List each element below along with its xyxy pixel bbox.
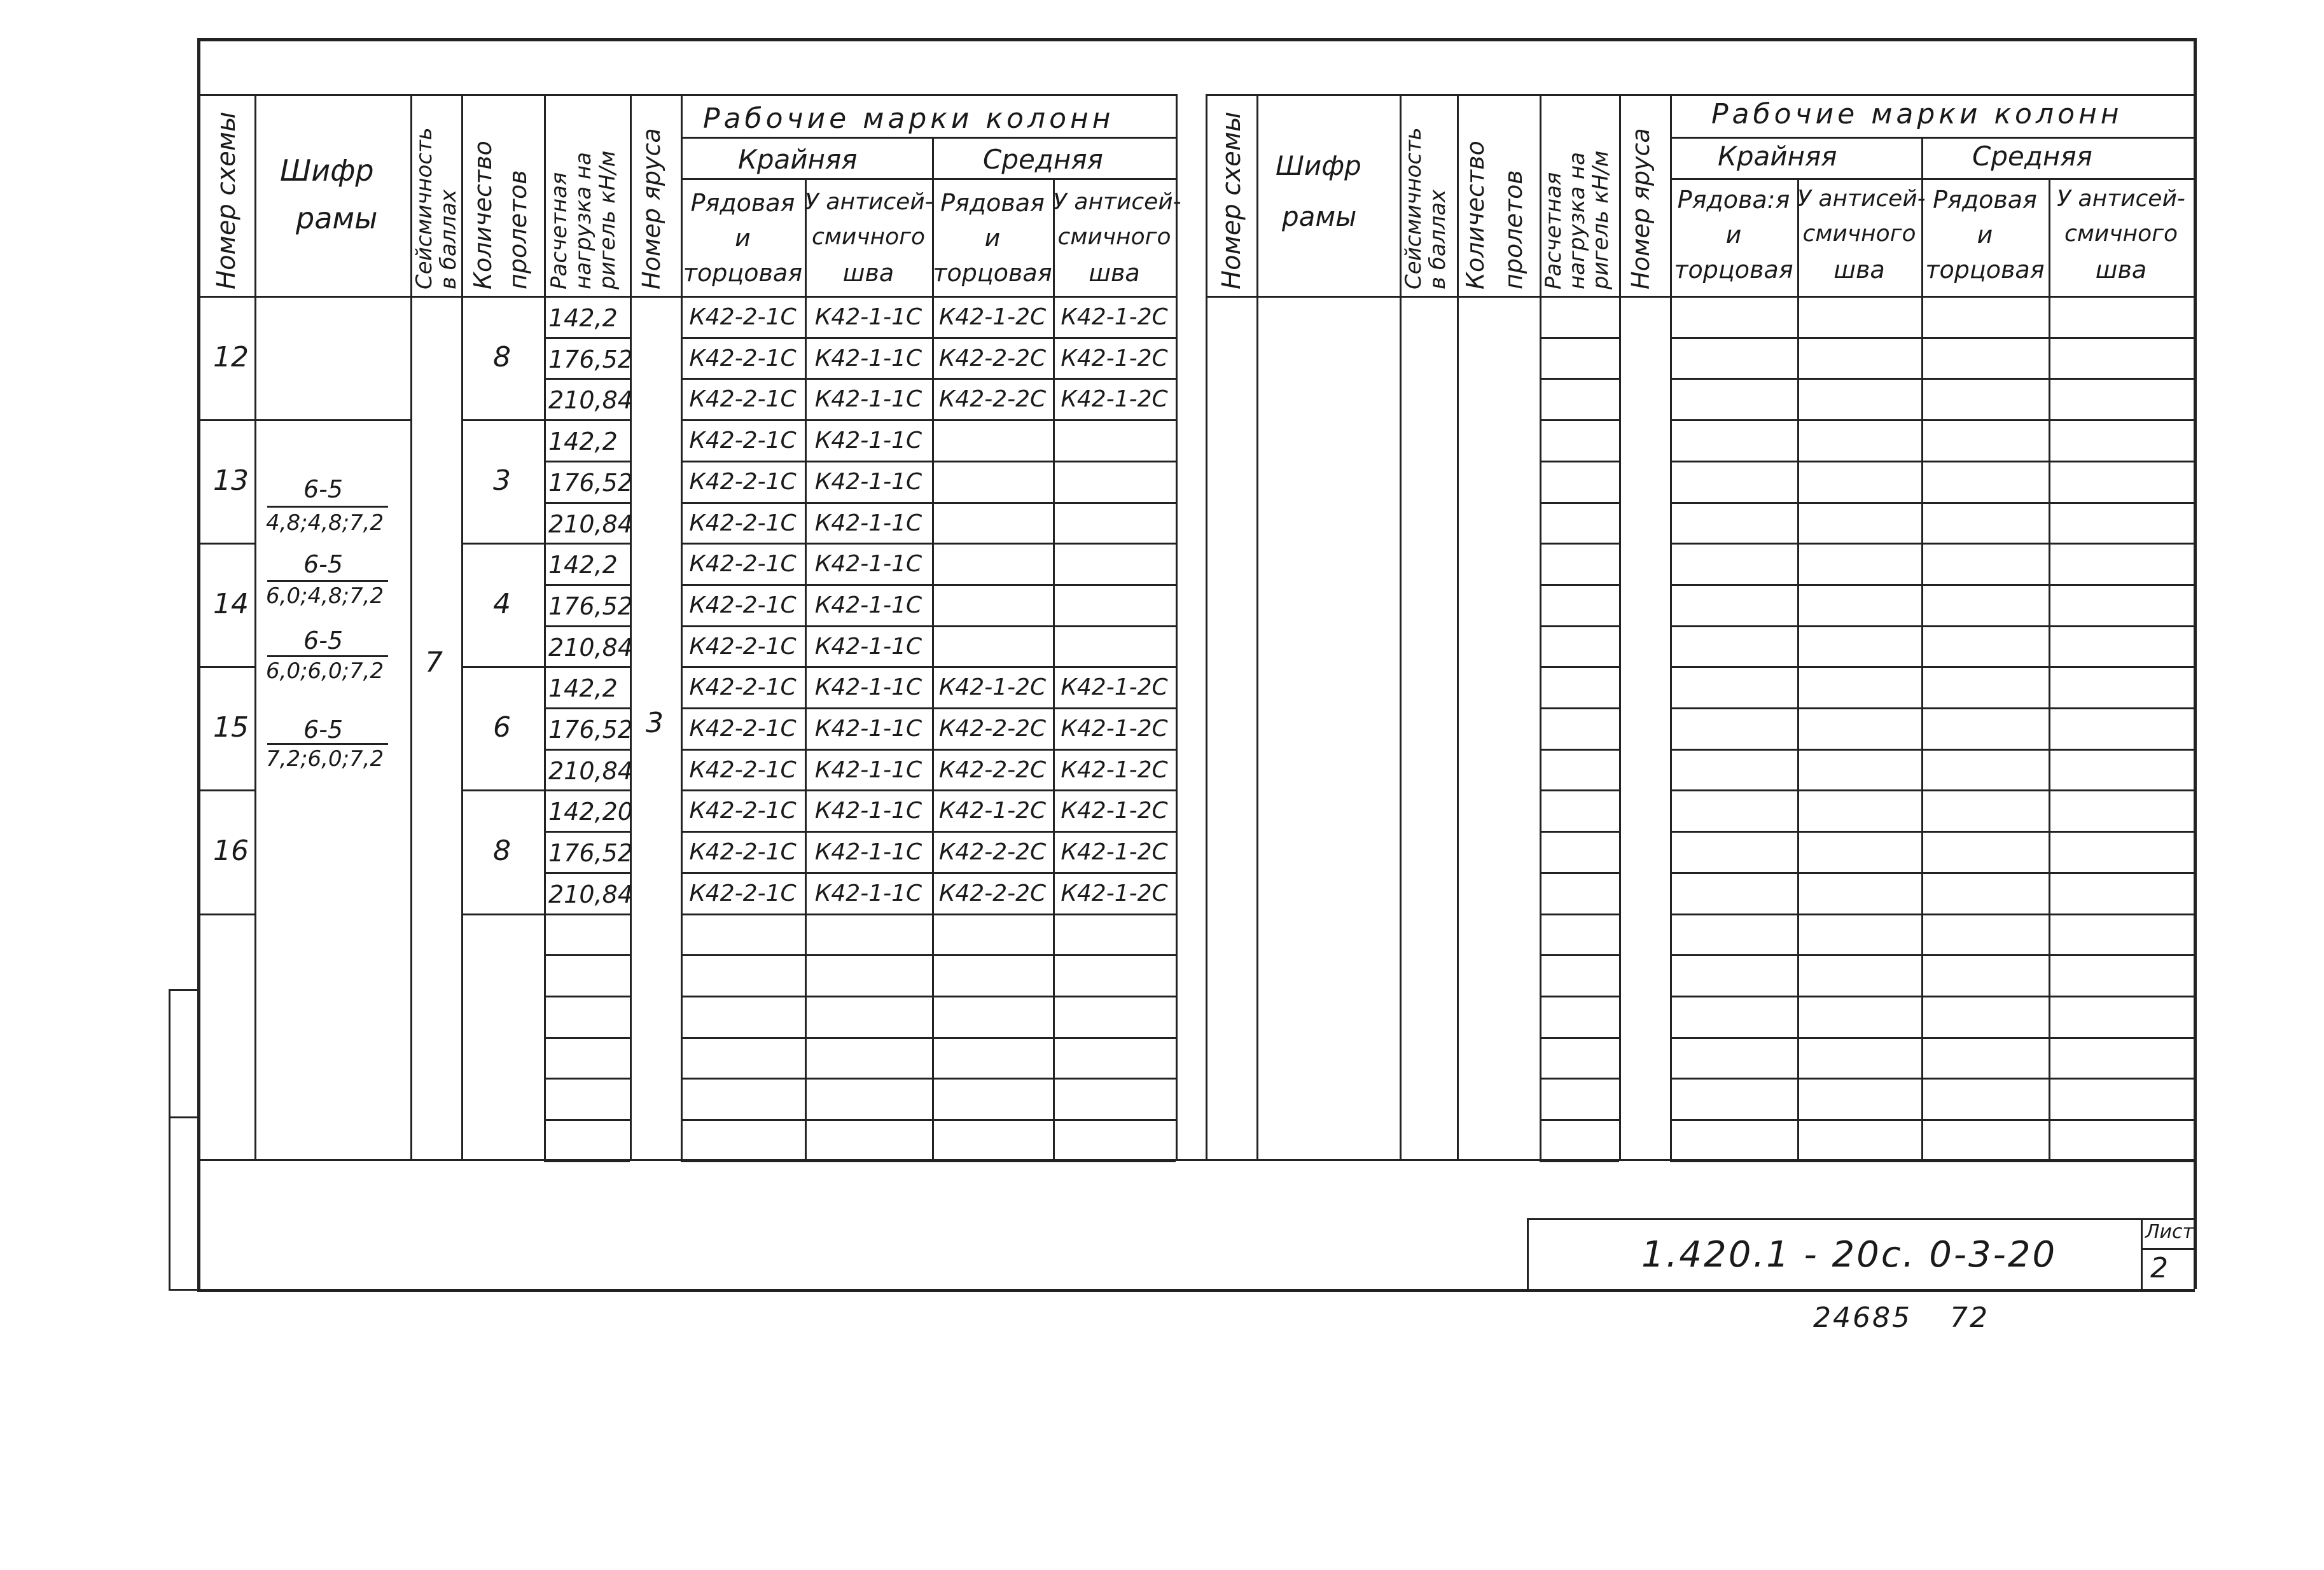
- header-ordinary-1b: Рядовая: [940, 189, 1045, 217]
- design-load: 142,2: [548, 674, 618, 702]
- column-mark: К42-1-2С: [938, 304, 1047, 330]
- header-frame-code-1: Шифр: [1276, 150, 1361, 181]
- header-joint-2: смичного: [811, 224, 926, 250]
- column-mark: К42-1-1С: [814, 469, 922, 495]
- header-scheme-number: Номер схемы: [1217, 111, 1246, 289]
- column-mark: К42-2-1С: [689, 757, 797, 783]
- column-mark: К42-1-2С: [1061, 839, 1168, 865]
- column-mark: К42-1-2С: [1061, 880, 1168, 907]
- header-seismicity-1: Сейсмичность: [1401, 127, 1426, 289]
- scheme-number: 14: [213, 588, 249, 620]
- header-ordinary-3b: торцовая: [933, 259, 1052, 287]
- frame-code-bottom: 4,8;4,8;7,2: [266, 510, 384, 536]
- header-spans-2: пролетов: [1499, 170, 1527, 289]
- column-mark: К42-1-1С: [814, 839, 922, 865]
- header-ordinary-1b: Рядовая: [1933, 186, 2037, 214]
- column-mark: К42-2-2С: [938, 757, 1047, 783]
- scheme-number: 15: [213, 711, 249, 744]
- column-mark: К42-1-1С: [814, 510, 922, 536]
- header-working-marks: Рабочие марки колонн: [1711, 98, 2123, 130]
- column-mark: К42-1-1С: [814, 716, 922, 742]
- spans-count: 4: [493, 588, 511, 620]
- frame-code-top: 6-5: [303, 475, 344, 503]
- column-mark: К42-1-2С: [1061, 304, 1168, 330]
- header-spans-1: Количество: [469, 141, 497, 289]
- header-ordinary-2: и: [1725, 221, 1742, 249]
- scheme-number: 12: [213, 341, 249, 373]
- column-mark: К42-1-1С: [814, 304, 922, 330]
- design-load: 210,84: [548, 634, 633, 662]
- header-joint-1: У антисей-: [1797, 186, 1926, 212]
- column-mark: К42-2-1С: [689, 674, 797, 700]
- header-ordinary-3: торцовая: [1674, 256, 1793, 284]
- header-joint-1: У антисей-: [805, 189, 933, 215]
- column-mark: К42-2-2С: [938, 716, 1047, 742]
- header-seismicity-1: Сейсмичность: [412, 127, 437, 289]
- header-joint-1b: У антисей-: [2057, 186, 2185, 212]
- header-tier-number: Номер яруса: [637, 128, 665, 289]
- column-mark: К42-2-1С: [689, 634, 797, 660]
- scheme-number: 13: [213, 464, 249, 497]
- header-ordinary-2b: и: [1977, 221, 1993, 249]
- design-load: 210,84: [548, 510, 633, 538]
- column-mark: К42-1-2С: [938, 674, 1047, 700]
- header-seismicity-2: в баллах: [436, 189, 461, 289]
- header-ordinary-1: Рядовая: [690, 189, 795, 217]
- scheme-number: 16: [213, 835, 249, 867]
- column-mark: К42-2-1С: [689, 304, 797, 330]
- tier-value: 3: [646, 707, 664, 739]
- header-edge: Крайняя: [1718, 141, 1837, 172]
- column-mark: К42-2-1С: [689, 716, 797, 742]
- header-spans-2: пролетов: [504, 170, 532, 289]
- spans-count: 8: [493, 835, 511, 867]
- design-load: 176,52: [548, 469, 633, 497]
- column-mark: К42-2-1С: [689, 798, 797, 824]
- header-ordinary-3b: торцовая: [1925, 256, 2045, 284]
- column-mark: К42-1-2С: [1061, 386, 1168, 412]
- column-mark: К42-1-2С: [1061, 674, 1168, 700]
- header-joint-3: шва: [1833, 256, 1885, 284]
- header-joint-1b: У антисей-: [1053, 189, 1181, 215]
- column-mark: К42-1-1С: [814, 592, 922, 618]
- header-ordinary-3: торцовая: [683, 259, 803, 287]
- column-mark: К42-1-2С: [938, 798, 1047, 824]
- header-frame-code-2: рамы: [296, 201, 378, 235]
- column-mark: К42-2-2С: [938, 880, 1047, 907]
- column-mark: К42-1-1С: [814, 427, 922, 454]
- design-load: 142,20: [548, 798, 633, 826]
- header-frame-code-2: рамы: [1282, 201, 1357, 232]
- column-mark: К42-1-1С: [814, 880, 922, 907]
- header-frame-code-1: Шифр: [280, 153, 374, 188]
- column-mark: К42-1-2С: [1061, 345, 1168, 372]
- column-mark: К42-1-1С: [814, 634, 922, 660]
- column-mark: К42-2-1С: [689, 427, 797, 454]
- header-joint-3b: шва: [2095, 256, 2147, 284]
- column-mark: К42-1-2С: [1061, 757, 1168, 783]
- column-mark: К42-2-1С: [689, 839, 797, 865]
- design-load: 210,84: [548, 386, 633, 414]
- header-edge: Крайняя: [738, 144, 858, 175]
- column-mark: К42-1-1С: [814, 674, 922, 700]
- sheet-label: Лист: [2145, 1221, 2194, 1243]
- column-mark: К42-1-2С: [1061, 798, 1168, 824]
- column-mark: К42-2-1С: [689, 386, 797, 412]
- frame-code-bottom: 6,0;4,8;7,2: [266, 583, 384, 609]
- frame-code-top: 6-5: [303, 716, 344, 744]
- column-mark: К42-2-1С: [689, 880, 797, 907]
- header-joint-2b: смичного: [2064, 221, 2178, 247]
- header-seismicity-2: в баллах: [1425, 189, 1451, 289]
- frame-code-top: 6-5: [303, 550, 344, 578]
- column-mark: К42-2-1С: [689, 551, 797, 577]
- column-mark: К42-2-2С: [938, 839, 1047, 865]
- column-mark: К42-1-2С: [1061, 716, 1168, 742]
- column-mark: К42-2-1С: [689, 469, 797, 495]
- header-load-3: ригель кН/м: [1588, 150, 1613, 289]
- header-joint-2: смичного: [1802, 221, 1916, 247]
- header-ordinary-2: и: [735, 224, 751, 252]
- archive-number: 24685: [1813, 1302, 1912, 1334]
- column-mark: К42-2-2С: [938, 345, 1047, 372]
- column-mark: К42-1-1С: [814, 551, 922, 577]
- seismicity-value: 7: [425, 646, 443, 679]
- header-load-1: Расчетная: [1541, 172, 1566, 289]
- design-load: 142,2: [548, 551, 618, 579]
- header-ordinary-2b: и: [984, 224, 1001, 252]
- header-load-2: нагрузка на: [571, 152, 596, 289]
- spans-count: 3: [493, 464, 511, 497]
- design-load: 210,84: [548, 880, 633, 908]
- design-load: 176,52: [548, 716, 633, 744]
- frame-code-bottom: 7,2;6,0;7,2: [266, 746, 384, 772]
- header-ordinary-1: Рядова:я: [1677, 186, 1790, 214]
- header-working-marks: Рабочие марки колонн: [703, 102, 1115, 135]
- document-code: 1.420.1 - 20с. 0-3-20: [1641, 1234, 2057, 1275]
- header-load-3: ригель кН/м: [595, 150, 620, 289]
- column-mark: К42-1-1С: [814, 386, 922, 412]
- sheet-number: 2: [2150, 1252, 2168, 1284]
- header-scheme-number: Номер схемы: [212, 111, 241, 289]
- archive-number-suffix: 72: [1950, 1302, 1989, 1334]
- design-load: 142,2: [548, 304, 618, 332]
- header-middle: Средняя: [1972, 141, 2092, 172]
- header-joint-3: шва: [842, 259, 894, 287]
- column-mark: К42-1-1С: [814, 798, 922, 824]
- header-spans-1: Количество: [1461, 141, 1489, 289]
- header-load-1: Расчетная: [546, 172, 572, 289]
- design-load: 142,2: [548, 427, 618, 455]
- column-mark: К42-2-2С: [938, 386, 1047, 412]
- spans-count: 8: [493, 341, 511, 373]
- column-mark: К42-1-1С: [814, 757, 922, 783]
- header-joint-2b: смичного: [1057, 224, 1171, 250]
- frame-code-top: 6-5: [303, 627, 344, 655]
- column-mark: К42-1-1С: [814, 345, 922, 372]
- column-mark: К42-2-1С: [689, 592, 797, 618]
- column-mark: К42-2-1С: [689, 345, 797, 372]
- design-load: 176,52: [548, 839, 633, 867]
- header-tier-number: Номер яруса: [1627, 128, 1655, 289]
- design-load: 176,52: [548, 592, 633, 620]
- design-load: 210,84: [548, 757, 633, 785]
- header-middle: Средняя: [983, 144, 1103, 175]
- header-load-2: нагрузка на: [1564, 152, 1590, 289]
- spans-count: 6: [493, 711, 511, 744]
- design-load: 176,52: [548, 345, 633, 373]
- header-joint-3b: шва: [1089, 259, 1140, 287]
- column-mark: К42-2-1С: [689, 510, 797, 536]
- frame-code-bottom: 6,0;6,0;7,2: [266, 658, 384, 684]
